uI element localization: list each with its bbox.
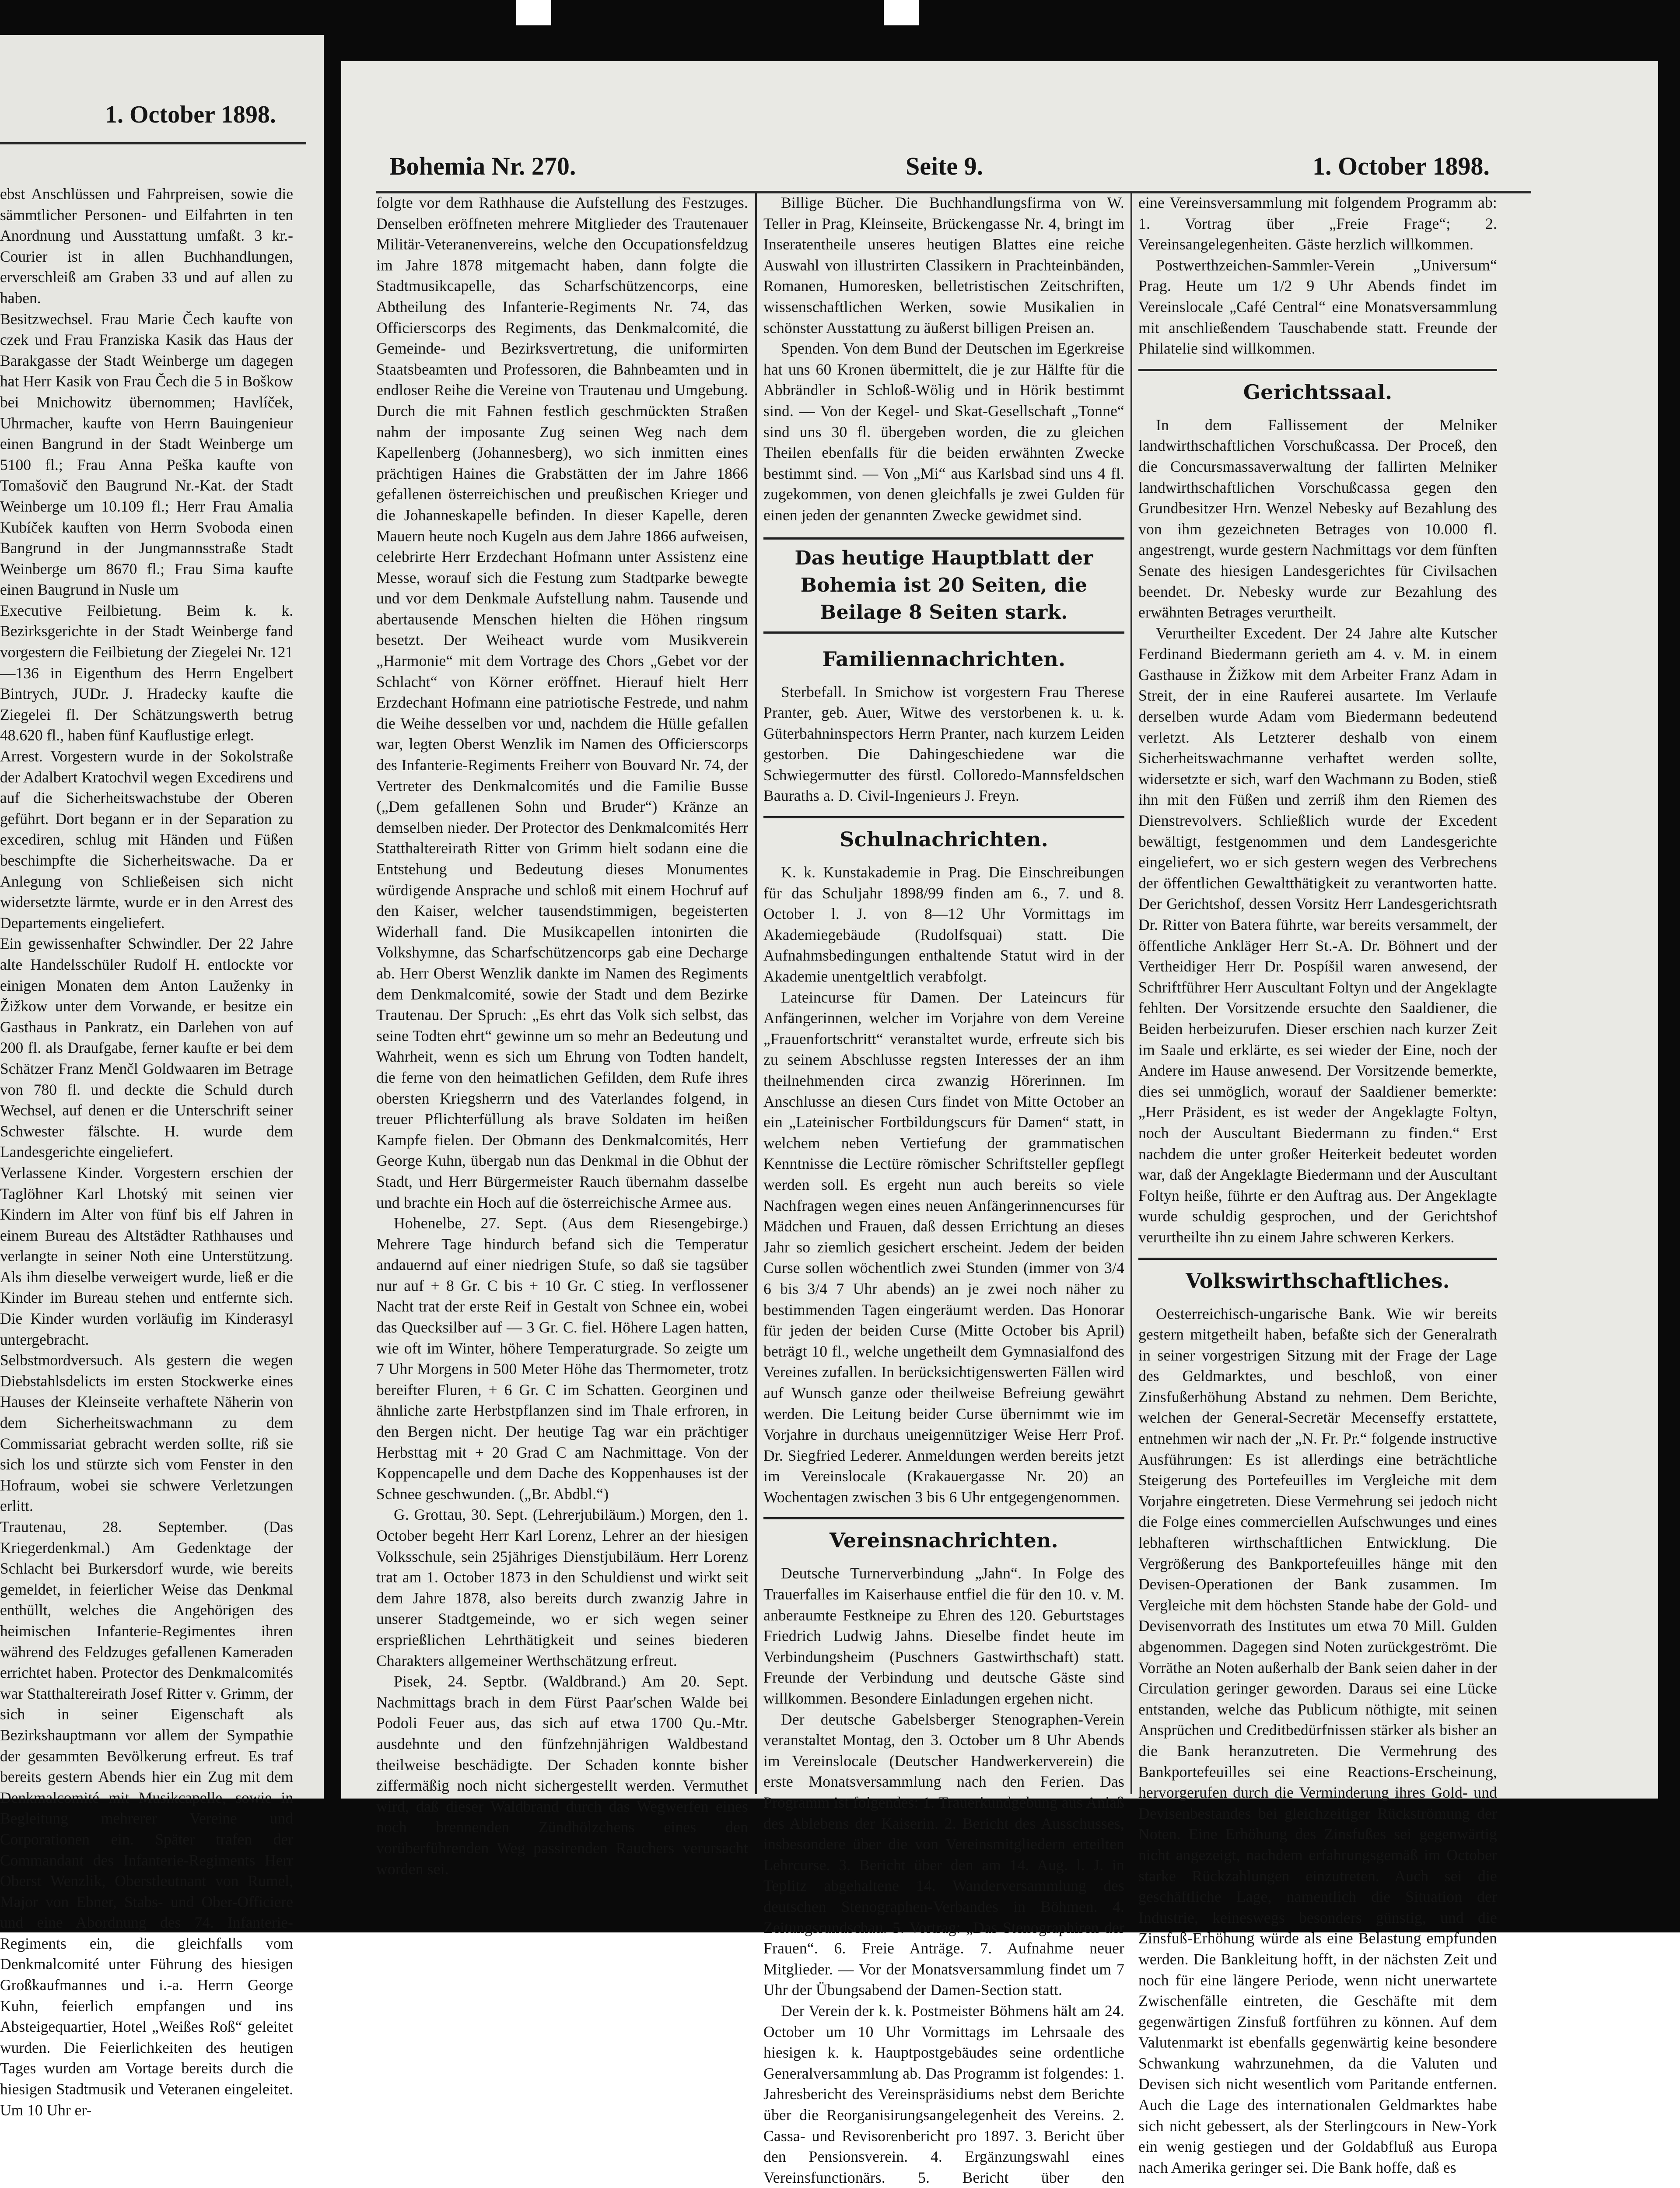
previous-text-4: Arrest. Vorgestern wurde in der Sokolstraße der Adalbert Kratochvil wegen Excedirens und auf die Sicherheitswachstube der Oberen geführt. Dort begann er in der Separation zu excediren, schlug mit Händen und Füßen beschimpfte die Sicherheitswache. Da er Anlegung von Schließeisen sich nicht widersetzte lärmte, wurde er in den Arrest des Departements eingeliefert. (0, 747, 293, 932)
heading-volkswirthschaftliches: Volkswirthschaftliches. (1186, 1269, 1450, 1293)
header-date: 1. October 1898. (1312, 152, 1490, 180)
previous-text-7: Selbstmordversuch. Als gestern die wegen Diebstahlsdelicts im ersten Stockwerke eines Hauses der Kleinseite verhaftete Näherin von dem Sicherheitswachmann zu dem Commissariat gebracht werden sollte, riß sie sich los und stürzte sich vom Fenster in den Hofraum, wobei sie schwere Verletzungen erlitt. (0, 1351, 293, 1515)
column-2 (763, 193, 1124, 2186)
heading-vereinsnachrichten: Vereinsnachrichten. (830, 1529, 1058, 1553)
hohenelbe-article: Hohenelbe, 27. Sept. (Aus dem Riesengebirge.) Mehrere Tage hindurch befand sich die Temperatur andauernd auf einer niedrigen Stufe, so daß sie tagsüber nur auf + 8 Gr. C bis + 10 Gr. C stieg. In verflossener Nacht trat der erste Reif in Gestalt von Schnee ein, wobei das Quecksilber auf — 3 Gr. C. fiel. Höhere Lagen hatten, wie oft im Winter, höhere Temperaturgrade. So zeigte um 7 Uhr Morgens in 500 Meter Höhe das Thermometer, trotz bereifter Fluren, + 6 Gr. C im Schatten. Georginen und ähnliche zarte Herbstpflanzen sind im Thale erfroren, in den Bergen nicht. Der heutige Tag war ein prächtiger Herbsttag mit + 20 Grad C am Nachmittage. Von der Koppencapelle und dem Dache des Koppenhauses ist der Schnee geschwunden. („Br. Abdbl.“) (376, 1214, 748, 1503)
sterbefall-article: Sterbefall. In Smichow ist vorgestern Frau Therese Pranter, geb. Auer, Witwe des verstorbenen k. u. k. Güterbahninspectors Herrn Pranter, nach kurzem Leiden gestorben. Die Dahingeschiedene war die Schwiegermutter des fürstl. Colloredo-Mannsfeldschen Bauraths a. D. Civil-Ingenieurs J. Freyn. (763, 683, 1124, 805)
column-rule-2 (1130, 193, 1132, 1794)
previous-page-column (0, 184, 293, 2119)
section-divider (1138, 369, 1497, 371)
spenden-article: Spenden. Von dem Bund der Deutschen im Egerkreise hat uns 60 Kronen übermittelt, die je zur Hälfte für die Abbrändler in Schloß-Wölig und in Hörik bestimmt sind. — Von der Kegel- und Skat-Gesellschaft „Tonne“ sind uns 30 fl. übergeben worden, die zu gleichen Theilen ebenfalls für die beiden erwähnten Zwecke bestimmt sind. — Von „Mi“ aus Karlsbad sind uns 4 fl. zugekommen, von denen gleichfalls je zwei Gulden für einen jeden der genannten Zwecke gewidmet sind. (763, 340, 1124, 524)
scan-clip-right (884, 0, 919, 25)
scan-clip-left (516, 0, 551, 25)
lateincurse-article: Lateincurse für Damen. Der Lateincurs für Anfängerinnen, welcher im Vorjahre von dem Vereine „Frauenfortschritt“ veranstaltet wurde, erfreute sich bis zu seinem Abschlusse regsten Interesses der an ihm theilnehmenden circa zwanzig Hörerinnen. Im Anschlusse an diesen Curs findet von Mitte October an ein „Lateinischer Fortbildungscurs für Damen“ statt, in welchem neben Vertiefung der grammatischen Kenntnisse die Lectüre römischer Schriftsteller gepflegt werden soll. Es ergeht nun auch bereits so viele Nachfragen wegen eines neuen Anfängerinnencurses für Mädchen und Frauen, daß dessen Errichtung an dieses Jahr so ziemlich gesichert erscheint. Jedem der beiden Curse sollen wöchentlich zwei Stunden (immer von 3/4 6 bis 3/4 7 Uhr abends) an je zwei noch näher zu bestimmenden Tagen eingeräumt werden. Das Honorar für jeden der beiden Curse (Mitte October bis April) beträgt 10 fl., welche ungetheilt dem Gymnasialfond des Vereines zufallen. In berücksichtigenswerten Fällen wird auf Wunsch ganze oder theilweise Befreiung gewährt werden. Die Leitung beider Curse übernimmt wie im Vorjahre in durchaus uneigennütziger Weise Herr Prof. Dr. Siegfried Lederer. Anmeldungen werden bereits jetzt im Vereinslocale (Krakauergasse Nr. 20) an Wochentagen zwischen 3 bis 6 Uhr entgegengenommen. (763, 988, 1124, 1506)
festzug-article: folgte vor dem Rathhause die Aufstellung des Festzuges. Denselben eröffneten mehrere Mitglieder des Trautenauer Militär-Veteranenvereins, welche den Occupationsfeldzug im Jahre 1878 mitgemacht haben, dann folgte die Stadtmusikcapelle, das Scharfschützencorps, eine Abtheilung des Infanterie-Regiments Nr. 74, das Officierscorps des Regiments, das Denkmalcomité, die Gemeinde- und Bezirksvertretung, die uniformirten Staatsbeamten und Professoren, die Bahnbeamten und in endloser Reihe die Vereine von Trautenau und Umgebung. Durch die mit Fahnen festlich geschmückten Straßen nahm der imposante Zug seinen Weg nach dem Kapellenberg (Johannesberg), wo sich inmitten eines prächtigen Haines die Grabstätten der im Jahre 1866 gefallenen österreichischen und preußischen Krieger und die Johanneskapelle befinden. In dieser Kapelle, deren Mauern heute noch Kugeln aus dem Jahre 1866 aufweisen, celebrirte Herr Erzdechant Hofmann unter Assistenz eine Messe, worauf sich die Festung zum Stadtparke bewegte und vor dem Denkmale Aufstellung nahm. Tausende und abertausende Menschen hielten die Höhen ringsum besetzt. Der Weiheact wurde vom Musikverein „Harmonie“ mit dem Vortrage des Chors „Gebet vor der Schlacht“ von Körner eröffnet. Hierauf hielt Herr Erzdechant Hofmann eine patriotische Festrede, und nahm die Weihe desselben vor und, nachdem die Hülle gefallen war, legten Oberst Wenzlik im Namen des Officierscorps des Infanterie-Regiments Freiherr von Bouvard Nr. 74, der Vertreter des Denkmalcomités und die Familie Busse („Dem gefallenen Sohn und Bruder“) Kränze an demselben nieder. Der Protector des Denkmalcomités Herr Statthaltereirath Ritter von Grimm hielt sodann eine die Entstehung und Bedeutung dieses Monumentes würdigende Ansprache und schloß mit einem Hochruf auf den Kaiser, welcher tausendstimmigen, begeisterten Widerhall fand. Die Musikcapellen intonirten die Volkshymne, das Scharfschützencorps gab eine Decharge ab. Herr Oberst Wenzlik dankte im Namen des Regiments dem Denkmalcomité, sowie der Stadt und dem Bezirke Trautenau. Der Spruch: „Es ehrt das Volk sich selbst, das seine Todten ehrt“ gewinne um so mehr an Bedeutung und Wahrheit, wenn es sich um Ehrung von Todten handelt, die ferne von den heimatlichen Gefilden, dem Rufe ihres obersten Kriegsherrn und des Vaterlandes folgend, in treuer Pflichterfüllung als brave Soldaten im heißen Kampfe fielen. Der Obmann des Denkmalcomités, Herr George Kuhn, übergab nun das Denkmal in die Obhut der Stadt, und Herr Bürgermeister Rauch übernahm dasselbe und brachte ein Hoch auf die österreichische Armee aus. (376, 194, 748, 1211)
heading-familiennachrichten: Familiennachrichten. (822, 647, 1066, 671)
newspaper-page (341, 61, 1658, 2186)
heading-gerichtssaal: Gerichtssaal. (1243, 380, 1393, 404)
kunstakademie-article: K. k. Kunstakademie in Prag. Die Einschreibungen für das Schuljahr 1898/99 finden am 6., 7. und 8. October l. J. von 8—12 Uhr Vormittags im Akademiegebäude (Rudolfsquai) statt. Die Aufnahmsbedingungen enthaltende Statut wird in der Akademie unentgeltlich verabfolgt. (763, 863, 1124, 985)
section-divider (1138, 1258, 1497, 1260)
bank-article: Oesterreichisch-ungarische Bank. Wie wir bereits gestern mitgetheilt haben, befaßte sich der Generalrath in seiner vorgestrigen Sitzung mit der Frage der Lage des Geldmarktes, und beschloß, von einer Zinsfußerhöhung Abstand zu nehmen. Dem Berichte, welchen der General-Secretär Mecenseffy erstattete, entnehmen wir nach der „N. Fr. Pr.“ folgende instructive Ausführungen: Es ist allerdings eine beträchtliche Steigerung des Portefeuilles im Vergleiche mit dem Vorjahre eingetreten. Diese Vermehrung sei jedoch nicht die Folge eines commerciellen Aufschwunges und eines lebhafteren wirthschaftlichen Entwicklung. Die Vergrößerung des Bankportefeuilles hänge mit den Devisen-Operationen der Bank zusammen. Im Vergleiche mit dem höchsten Stande habe der Gold- und Devisenvorrath des Institutes um etwa 70 Mill. Gulden abgenommen. Dagegen sind Noten zurückgeströmt. Die Vorräthe an Noten außerhalb der Bank seien daher in der Circulation geringer geworden. Daraus sei eine Lücke entstanden, welche das Publicum nöthigte, mit seinen Ansprüchen und Creditbedürfnissen stärker als bisher an die Bank heranzutreten. Die Vermehrung des Bankportefeuilles sei eine Reactions-Erscheinung, hervorgerufen durch die Verminderung ihres Gold- und Devisenbestandes bei gleichzeitiger Rückströmung der Noten. Eine Erhöhung des Zinsfußes sei gegenwärtig nicht angezeigt, nachdem erfahrungsgemäß im October starke Rückzahlungen einzutreten. Auch sei die geschäftliche Lage, namentlich die Situation der Industrie, keineswegs besonders günstig, und die Zinsfuß-Erhöhung würde als eine Belastung empfunden werden. Die Bankleitung hofft, in der nächsten Zeit und noch für eine längere Periode, wenn nicht unerwartete Zwischenfälle eintreten, die Geschäfte mit dem gegenwärtigen Zinsfuß fortführen zu können. Auf dem Valutenmarkt ist ebenfalls gegenwärtig keine besondere Schwankung wahrzunehmen, da die Valuten und Devisen sich nicht wesentlich vom Paritande entfernen. Auch die Lage des internationalen Geldmarktes habe sich nicht gebessert, als der Sterlingcours in New-York ein wenig gestiegen und der Goldabfluß aus Europa nach Amerika geringer sei. Die Bank hoffe, daß es (1138, 1304, 1497, 2176)
vereinsversammlung-article: eine Vereinsversammlung mit folgendem Programm ab: 1. Vortrag über „Freie Frage“; 2. Vereinsangelegenheiten. Gäste herzlich willkommen. (1138, 194, 1497, 253)
turnerverbindung-article: Deutsche Turnerverbindung „Jahn“. In Folge des Trauerfalles im Kaiserhause entfiel die für den 10. v. M. anberaumte Festkneipe zu Ehren des 120. Geburtstages Friedrich Ludwig Jahns. Dieselbe findet heute im Verbindungsheim (Puschners Gastwirthschaft) statt. Freunde der Verbindung und deutsche Gäste sind willkommen. Besondere Einladungen ergehen nicht. (763, 1564, 1124, 1708)
previous-text-6: Verlassene Kinder. Vorgestern erschien der Taglöhner Karl Lhotský mit seinen vier Kindern im Alter von fünf bis elf Jahren in einem Bureau des Altstädter Rathhauses und verlangte in seiner Noth eine Unterstützung. Als ihm dieselbe verweigert wurde, ließ er die Kinder im Bureau stehen und entfernte sich. Die Kinder wurden vorläufig im Kinderasyl untergebracht. (0, 1164, 293, 1348)
header-page-number: Seite 9. (906, 152, 984, 180)
pisek-article: Pisek, 24. Septbr. (Waldbrand.) Am 20. Sept. Nachmittags brach in dem Fürst Paar'schen Walde bei Podoli Feuer aus, das sich auf etwa 1700 Qu.-Mtr. ausdehnte und den fünfzehnjährigen Waldbestand theilweise beschädigte. Der Schaden konnte bisher ziffermäßig noch nicht sichergestellt werden. Vermuthet wird, daß dieser Waldbrand durch das Wegwerfen eines noch brennenden Zündhölzchens eines den vorüberführenden Weg passirenden Rauchers verursacht worden sei. (376, 1673, 748, 1878)
previous-page-header-rule (0, 142, 306, 144)
postmeister-article: Der Verein der k. k. Postmeister Böhmens hält am 24. October um 10 Uhr Vormittags im Lehrsaale des hiesigen k. k. Hauptpostgebäudes seine ordentliche Generalversammlung ab. Das Programm ist folgendes: 1. Jahresbericht des Vereinspräsidiums nebst dem Berichte über die Reorganisirungsangelegenheit des Vereins. 2. Cassa- und Revisorenbericht pro 1897. 3. Bericht über den Pensionsverein. 4. Ergänzungswahl eines Vereinsfunctionärs. 5. Bericht über den (763, 2002, 1124, 2186)
previous-text-3: Executive Feilbietung. Beim k. k. Bezirksgerichte in der Stadt Weinberge fand vorgestern die Feilbietung der Ziegelei Nr. 121—136 in Eigenthum des Herrn Engelbert Bintrych, JUDr. J. Hradecky kaufte die Ziegelei fl. Der Schätzungswerth betrug 48.620 fl., haben fünf Kauflustige erlegt. (0, 601, 293, 744)
column-3 (1138, 193, 1497, 2176)
section-divider (763, 816, 1124, 818)
previous-text-8: Trautenau, 28. September. (Das Kriegerdenkmal.) Am Gedenktage der Schlacht bei Burkersdorf wurde, wie bereits gemeldet, in feierlicher Weise das Denkmal enthüllt, welches die Angehörigen des heimischen Infanterie-Regimentes ihren während des Feldzuges gefallenen Kameraden errichtet haben. Protector des Denkmalcomités war Statthaltereirath Josef Ritter v. Grimm, der sich in seiner Eigenschaft als Bezirkshauptmann vor allem der Sympathie der gesammten Bevölkerung erfreut. Es traf bereits gestern Abends hier ein Zug mit dem Denkmalcomité mit Musikcapelle, sowie in Begleitung mehrerer Vereine und Corporationen ein. Später trafen der Commandant des Infanterie-Regiments Herr Oberst Wenzlik, Oberstleutnant von Rumel, Major von Ebner, Stabs- und Ober-Officiere und eine Abordnung des 74. Infanterie-Regiments ein, die gleichfalls vom Denkmalcomité unter Führung des hiesigen Großkaufmannes und i.-a. Herrn George Kuhn, feierlich empfangen und ins Absteigequartier, Hotel „Weißes Roß“ geleitet wurden. Die Feierlichkeiten des heutigen Tages wurden am Vortage bereits durch die hiesigen Stadtmusik und Veteranen eingeleitet. Um 10 Uhr er- (0, 1518, 293, 2119)
grottau-article: G. Grottau, 30. Sept. (Lehrerjubiläum.) Morgen, den 1. October begeht Herr Karl Lorenz, Lehrer an der hiesigen Volksschule, sein 25jähriges Dienstjubiläum. Herr Lorenz trat am 1. October 1873 in den Schuldienst und wirkt seit dem Jahre 1878, also bereits durch zwanzig Jahre in unserer Stadtgemeinde, wo er sich wegen seiner ersprießlichen Lehrthätigkeit und seines biederen Charakters allgemeiner Werthschätzung erfreut. (376, 1506, 748, 1669)
billige-buecher-article: Billige Bücher. Die Buchhandlungsfirma von W. Teller in Prag, Kleinseite, Brückengasse Nr. 4, bringt im Inseratentheile unseres heutigen Blattes eine reiche Auswahl von illustrirten Classikern in Prachteinbänden, Romanen, Humoresken, belletristischen Zeitschriften, wissenschaftlichen Werken, sowie Musikalien in schönster Ausstattung zu äußerst billigen Preisen an. (763, 194, 1124, 337)
section-divider (763, 1517, 1124, 1519)
previous-text-1: ebst Anschlüssen und Fahrpreisen, sowie die sämmtlicher Personen- und Eilfahrten in ten Anordnung und Ausstattung umfaßt. 3 kr.-Courier ist in allen Buchhandlungen, erverschleiß am Graben 33 und auf allen zu haben. (0, 185, 293, 307)
stenographen-article: Der deutsche Gabelsberger Stenographen-Verein veranstaltet Montag, den 3. October um 8 Uhr Abends im Vereinslocale (Deutscher Handwerkerverein) die erste Monatsversammlung nach den Ferien. Das Programm ist folgendes: 1. Trauerkundgebung aus Anlaß des Ablebens der Kaiserin. 2. Bericht des Ausschusses, insbesondere über die von Vereinsmitgliedern erteilten Lehrcurse. 3. Bericht über den am 14. Aug. l. J. in Teplitz abgehaltene 14. Wanderversammlung des deutschen Stenographen-Verbandes in Böhmen. 4. Zeitungsrundschau. 5. Vortrag: „Das Stenographiren der Frauen“. 6. Freie Anträge. 7. Aufnahme neuer Mitglieder. — Vor der Monatsversammlung findet um 7 Uhr der Übungsabend der Damen-Section statt. (763, 1710, 1124, 1999)
column-1 (376, 193, 748, 1878)
previous-text-5: Ein gewissenhafter Schwindler. Der 22 Jahre alte Handelsschüler Rudolf H. entlockte vor einigen Monaten dem Anton Lauženky in Žižkow unter dem Vorwande, er besitze ein Gasthaus in Pankratz, ein Darlehen von auf 200 fl. als Draufgabe, ferner kaufte er bei dem Schätzer Franz Menčl Goldwaaren im Betrage von 780 fl. und deckte die Schuld durch Wechsel, auf denen er die Unterschrift seiner Schwester fälschte. H. wurde dem Landesgerichte eingeliefert. (0, 935, 293, 1161)
column-rule-1 (755, 193, 757, 1794)
excedent-article: Verurtheilter Excedent. Der 24 Jahre alte Kutscher Ferdinand Biedermann gerieth am 4. v. M. in einem Gasthause in Žižkow mit dem Arbeiter Franz Adam in Streit, der in eine Rauferei ausartete. Im Verlaufe derselben wurde Adam vom Biedermann bedeutend verletzt. Als Letzterer deshalb von einem Sicherheitswachmanne verhaftet werden sollte, widersetzte er sich, warf den Wachmann zu Boden, stieß ihn mit den Füßen und zerriß ihm den Riemen des Dienstrevolvers. Schließlich wurde der Excedent bewältigt, festgenommen und dem Landesgerichte eingeliefert, wo er sich gestern wegen des Verbrechens der öffentlichen Gewaltthätigkeit zu verantworten hatte. Der Gerichtshof, dessen Vorsitz Herr Landesgerichtsrath Dr. Ritter von Batera führte, war bereits versammelt, der öffentliche Ankläger Herr St.-A. Dr. Böhnert und der Vertheidiger Herr Dr. Pospíšil waren anwesend, der Schriftführer Herr Auscultant Foltyn und der Angeklagte fehlten. Der Vorsitzende ersuchte den Saaldiener, die Beiden herbeizurufen. Dieser erschien nach kurzer Zeit im Saale und erklärte, es sei wieder der Eine, noch der Andere im Hause anwesend. Der Vorsitzende bemerkte, dies sei unmöglich, worauf der Saaldiener bemerkte: „Herr Präsident, es ist weder der Angeklagte Foltyn, noch der Auscultant Biedermann zu finden.“ Erst nachdem die unter großer Heiterkeit bedeutet worden war, daß der Angeklagte Biedermann und der Auscultant Foltyn heiße, führte er den Auftrag aus. Der Angeklagte wurde schuldig gesprochen, und der Gerichtshof verurtheilte ihn zu einem Jahre schweren Kerkers. (1138, 624, 1497, 1246)
fallissement-article: In dem Fallissement der Melniker landwirthschaftlichen Vorschußcassa. Der Proceß, den die Concursmassaverwaltung der fallirten Melniker landwirthschaftlichen Vorschußcassa gegen den Grundbesitzer Hrn. Wenzel Nebesky auf Bezahlung des von ihm gezeichneten Betrages von 10.000 fl. angestrengt, wurde gestern Nachmittags vor dem fünften Senate des hiesigen Landesgerichtes für Civilsachen beendet. Dr. Nebesky wurde zur Bezahlung des erwähnten Betrages verurtheilt. (1138, 416, 1497, 621)
previous-page (0, 35, 324, 2119)
previous-text-2: Besitzwechsel. Frau Marie Čech kaufte von czek und Frau Franziska Kasik das Haus der Barakgasse der Stadt Weinberge um dagegen hat Herr Kasik von Frau Čech die 5 in Boškow bei Mnichowitz übernommen; Havlíček, Uhrmacher, kaufte von Herrn Bauingenieur einen Bangrund in der Stadt Weinberge um 5100 fl.; Frau Anna Peška kaufte von Tomašovič den Baugrund Nr.-Kat. der Stadt Weinberge um 10.109 fl.; Herr Frau Amalia Kubíček kauften von Herrn Svoboda einen Bangrund in der Jungmannsstraße Stadt Weinberge um 8670 fl.; Frau Sima kaufte einen Baugrund in Nusle um (0, 310, 293, 599)
page-count-notice: Das heutige Hauptblatt der Bohemia ist 20 Seiten, die Beilage 8 Seiten stark. (763, 537, 1124, 634)
header-publication: Bohemia Nr. 270. (389, 152, 576, 180)
heading-schulnachrichten: Schulnachrichten. (840, 828, 1048, 852)
previous-page-date: 1. October 1898. (105, 101, 276, 128)
postwerthzeichen-article: Postwerthzeichen-Sammler-Verein „Universum“ Prag. Heute um 1/2 9 Uhr Abends findet im Vereinslocale „Café Central“ eine Monatsversammlung mit anschließendem Tauschabende statt. Freunde der Philatelie sind willkommen. (1138, 256, 1497, 358)
